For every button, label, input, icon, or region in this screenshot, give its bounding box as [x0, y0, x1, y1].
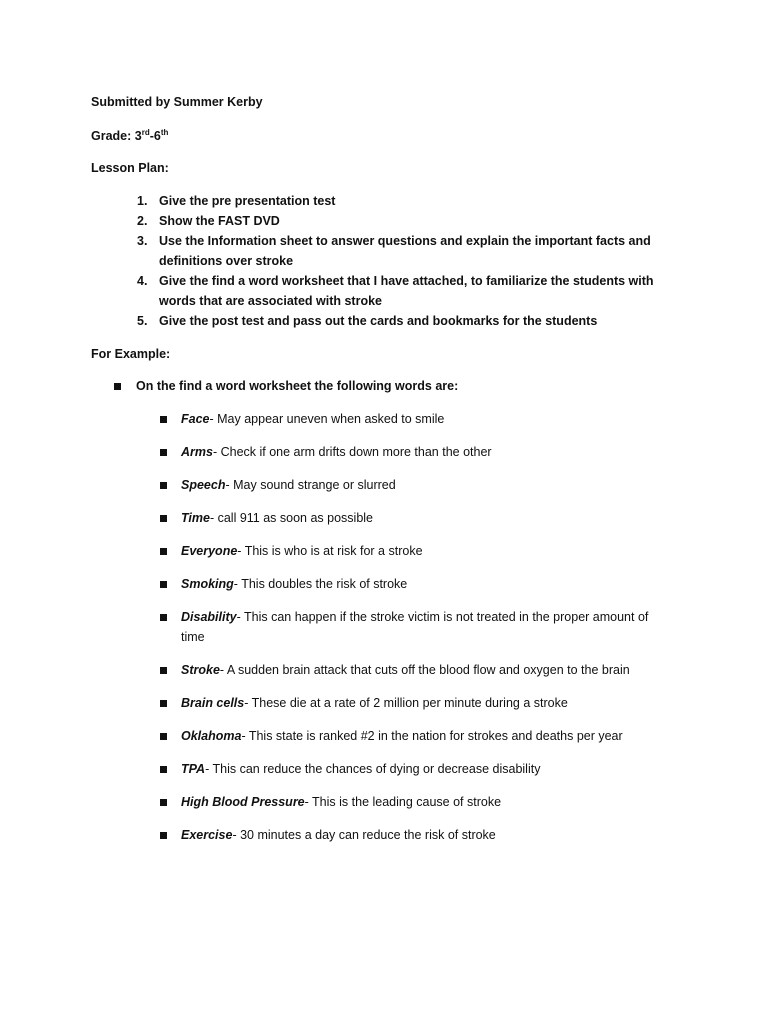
lesson-step — [137, 211, 657, 231]
grade-label: Grade: 3 — [91, 129, 142, 143]
square-bullet-icon — [160, 766, 167, 773]
word-term: Disability — [181, 610, 237, 624]
word-item — [181, 541, 681, 561]
square-bullet-icon — [160, 482, 167, 489]
square-bullet-icon — [160, 416, 167, 423]
step-number: 1. — [137, 194, 148, 208]
word-term: Oklahoma — [181, 729, 242, 743]
square-bullet-icon — [160, 581, 167, 588]
word-item — [181, 693, 681, 713]
word-desc: - Check if one arm drifts down more than the other — [212, 445, 492, 459]
word-item — [181, 475, 681, 495]
word-term: Time — [181, 511, 210, 525]
square-bullet-icon — [160, 548, 167, 555]
grade-line — [91, 126, 168, 146]
word-item — [181, 442, 681, 462]
word-desc: - May sound strange or slurred — [225, 478, 396, 492]
word-desc: - This can happen if the stroke victim is not treated in the proper amount of time — [181, 610, 649, 644]
square-bullet-icon — [160, 614, 167, 621]
word-item — [181, 759, 681, 779]
step-text: Show the FAST DVD — [159, 214, 280, 228]
word-desc: - 30 minutes a day can reduce the risk of stroke — [232, 828, 496, 842]
square-bullet-icon — [114, 383, 121, 390]
step-number: 4. — [137, 274, 148, 288]
for-example-label: For Example: — [91, 347, 171, 361]
step-number: 2. — [137, 214, 148, 228]
submitted-by: Submitted by Summer Kerby — [91, 95, 263, 109]
word-desc: - May appear uneven when asked to smile — [209, 412, 445, 426]
step-text: Give the find a word worksheet that I have attached, to familiarize the students with words that are associated with stroke — [159, 274, 654, 308]
grade-sup-rd: rd — [141, 127, 150, 137]
example-intro: On the find a word worksheet the following words are: — [136, 379, 459, 393]
square-bullet-icon — [160, 700, 167, 707]
word-desc: - This state is ranked #2 in the nation for strokes and deaths per year — [241, 729, 623, 743]
step-text: Give the post test and pass out the cards and bookmarks for the students — [159, 314, 598, 328]
word-term: Face — [181, 412, 210, 426]
word-item — [181, 792, 681, 812]
square-bullet-icon — [160, 667, 167, 674]
word-item — [181, 607, 671, 647]
word-item — [181, 660, 681, 680]
square-bullet-icon — [160, 733, 167, 740]
word-item — [181, 409, 681, 429]
word-item — [181, 574, 681, 594]
word-desc: - These die at a rate of 2 million per minute during a stroke — [244, 696, 568, 710]
grade-mid: -6 — [149, 129, 161, 143]
word-term: Smoking — [181, 577, 234, 591]
word-term: TPA — [181, 762, 206, 776]
square-bullet-icon — [160, 449, 167, 456]
step-number: 5. — [137, 314, 148, 328]
square-bullet-icon — [160, 515, 167, 522]
word-item — [181, 508, 681, 528]
word-desc: - This doubles the risk of stroke — [233, 577, 408, 591]
word-desc: - A sudden brain attack that cuts off the blood flow and oxygen to the brain — [219, 663, 630, 677]
square-bullet-icon — [160, 832, 167, 839]
word-desc: - This can reduce the chances of dying or decrease disability — [205, 762, 541, 776]
word-term: High Blood Pressure — [181, 795, 305, 809]
lesson-step — [137, 311, 657, 331]
word-item — [181, 726, 681, 746]
word-desc: - This is who is at risk for a stroke — [237, 544, 423, 558]
word-term: Arms — [181, 445, 213, 459]
word-desc: - This is the leading cause of stroke — [304, 795, 502, 809]
step-number: 3. — [137, 234, 148, 248]
lesson-step — [137, 191, 657, 211]
grade-sup-th: th — [160, 127, 169, 137]
lesson-step — [137, 231, 657, 271]
lesson-plan-label: Lesson Plan: — [91, 161, 169, 175]
step-text: Give the pre presentation test — [159, 194, 336, 208]
word-term: Exercise — [181, 828, 233, 842]
word-term: Brain cells — [181, 696, 245, 710]
word-term: Stroke — [181, 663, 220, 677]
step-text: Use the Information sheet to answer questions and explain the important facts and definitions over stroke — [159, 234, 651, 268]
square-bullet-icon — [160, 799, 167, 806]
word-item — [181, 825, 681, 845]
word-desc: - call 911 as soon as possible — [209, 511, 374, 525]
lesson-step — [137, 271, 657, 311]
word-term: Speech — [181, 478, 226, 492]
word-term: Everyone — [181, 544, 238, 558]
